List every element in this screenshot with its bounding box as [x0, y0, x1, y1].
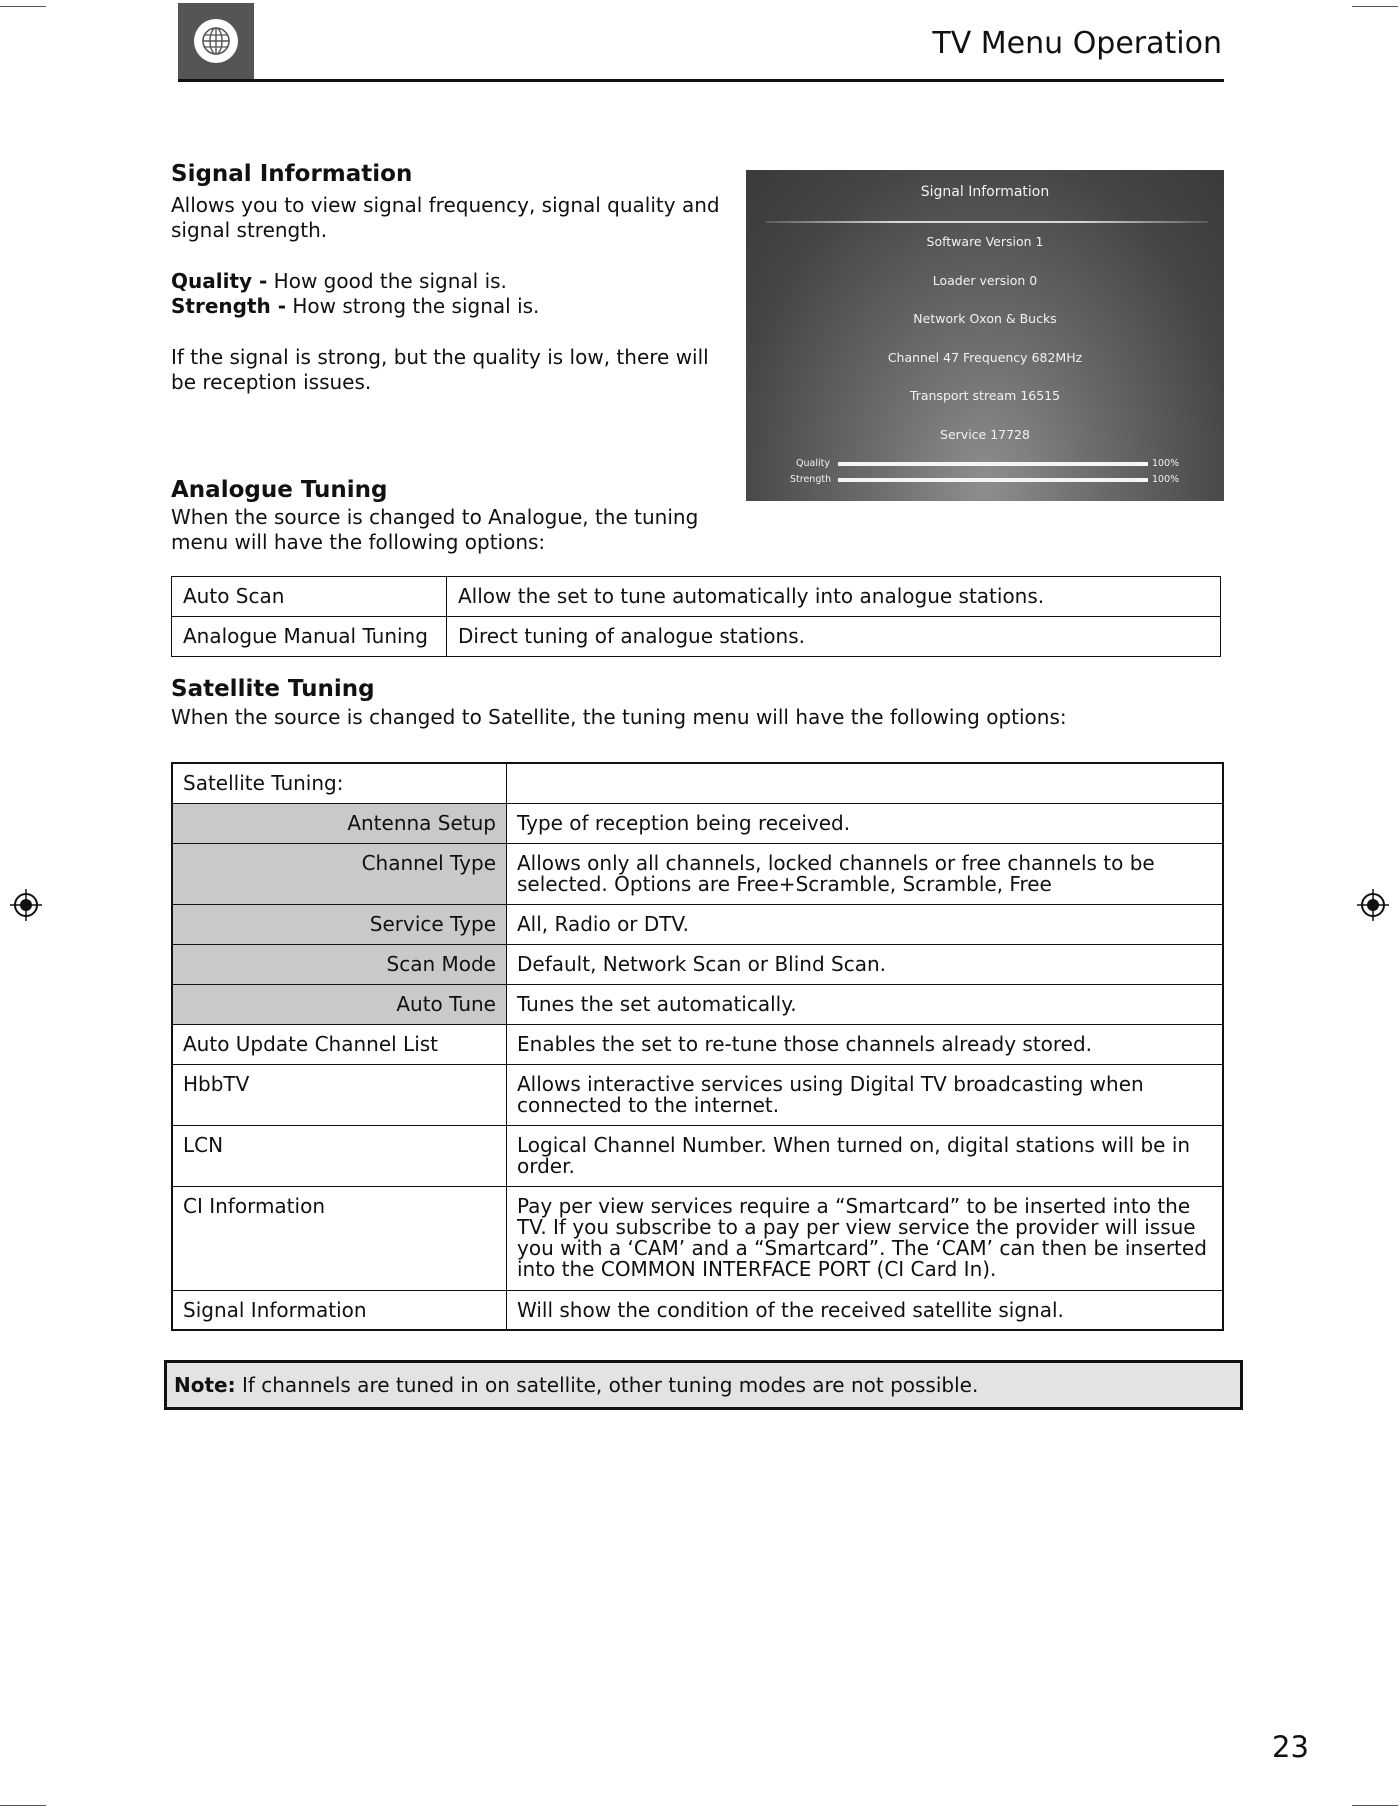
analogue-tuning-heading: Analogue Tuning	[171, 477, 388, 503]
strength-bar	[838, 478, 1148, 482]
option-description: Enables the set to re-tune those channels already stored.	[507, 1024, 1224, 1064]
screen-line: Software Version 1	[926, 234, 1044, 249]
strength-bar-label: Strength	[790, 474, 832, 485]
option-description	[507, 763, 1224, 803]
option-name: Channel Type	[172, 843, 507, 904]
crop-mark	[0, 6, 46, 7]
option-description: Allows interactive services using Digital TV broadcasting when connected to the internet.	[507, 1064, 1224, 1125]
option-description: Allow the set to tune automatically into analogue stations.	[447, 577, 1221, 617]
signal-info-screen	[746, 170, 1224, 501]
quality-bar-label: Quality	[796, 458, 830, 469]
note-label: Note:	[174, 1373, 236, 1397]
table-row	[172, 763, 1223, 803]
crop-mark	[1352, 1805, 1398, 1806]
option-description: Allows only all channels, locked channels or free channels to be selected. Options are Free+Scramble, Scramble, Free	[507, 843, 1224, 904]
strength-bar-value: 100%	[1152, 474, 1180, 485]
satellite-tuning-intro: When the source is changed to Satellite, the tuning menu will have the following options:	[171, 705, 1067, 729]
option-description: Direct tuning of analogue stations.	[447, 617, 1221, 657]
screen-line: Network Oxon & Bucks	[913, 311, 1057, 326]
header-rule	[178, 79, 1224, 82]
signal-info-note: If the signal is strong, but the quality is low, there will be reception issues.	[171, 345, 709, 394]
quality-line	[171, 269, 731, 294]
option-description: Type of reception being received.	[507, 803, 1224, 843]
option-description: Pay per view services require a “Smartcard” to be inserted into the TV. If you subscribe to a pay per view service the provider will issue you with a ‘CAM’ and a “Smartcard”. The ‘CAM’ can then be inserted into the COMMON INTERFACE PORT (CI Card In).	[507, 1186, 1224, 1290]
strength-term: Strength -	[171, 294, 287, 318]
option-name: Auto Scan	[172, 577, 447, 617]
option-name: Scan Mode	[172, 944, 507, 984]
table-row	[172, 1064, 1223, 1125]
page-number: 23	[1272, 1730, 1309, 1764]
crop-mark	[1352, 6, 1398, 7]
option-name: Antenna Setup	[172, 803, 507, 843]
strength-line	[171, 294, 731, 319]
screen-divider	[766, 221, 1208, 223]
crop-mark	[0, 1805, 46, 1806]
option-name: Service Type	[172, 904, 507, 944]
option-description: Tunes the set automatically.	[507, 984, 1224, 1024]
screen-line: Channel 47 Frequency 682MHz	[887, 350, 1083, 365]
option-name: LCN	[172, 1125, 507, 1186]
table-row	[172, 1186, 1223, 1290]
quality-bar-fill	[838, 462, 1148, 466]
table-row	[172, 803, 1223, 843]
option-name: Auto Update Channel List	[172, 1024, 507, 1064]
screen-line: Transport stream 16515	[909, 388, 1061, 403]
strength-desc: How strong the signal is.	[286, 294, 540, 318]
globe-icon	[192, 17, 240, 65]
table-row	[172, 843, 1223, 904]
option-name: CI Information	[172, 1186, 507, 1290]
analogue-tuning-intro: When the source is changed to Analogue, the tuning menu will have the following options:	[171, 505, 699, 554]
option-name: Auto Tune	[172, 984, 507, 1024]
option-description: Will show the condition of the received satellite signal.	[507, 1290, 1224, 1330]
screen-line: Service 17728	[940, 427, 1030, 442]
registration-mark-icon	[9, 888, 43, 922]
table-row	[172, 984, 1223, 1024]
table-row	[172, 617, 1221, 657]
screen-line: Loader version 0	[932, 273, 1038, 288]
option-description: Logical Channel Number. When turned on, digital stations will be in order.	[507, 1125, 1224, 1186]
option-name: Signal Information	[172, 1290, 507, 1330]
table-row	[172, 1290, 1223, 1330]
quality-desc: How good the signal is.	[267, 269, 507, 293]
quality-bar	[838, 462, 1148, 466]
header-icon-box	[178, 3, 254, 79]
table-row	[172, 1125, 1223, 1186]
table-row	[172, 904, 1223, 944]
analogue-options-table	[171, 576, 1221, 657]
screen-title: Signal Information	[920, 184, 1050, 200]
registration-mark-icon	[1356, 888, 1390, 922]
option-name: Satellite Tuning:	[172, 763, 507, 803]
note-text	[174, 1373, 978, 1397]
satellite-options-table	[171, 762, 1224, 1331]
note-body: If channels are tuned in on satellite, other tuning modes are not possible.	[235, 1373, 979, 1397]
satellite-tuning-heading: Satellite Tuning	[171, 676, 375, 702]
option-description: All, Radio or DTV.	[507, 904, 1224, 944]
option-name: Analogue Manual Tuning	[172, 617, 447, 657]
option-name: HbbTV	[172, 1064, 507, 1125]
option-description: Default, Network Scan or Blind Scan.	[507, 944, 1224, 984]
signal-info-heading: Signal Information	[171, 161, 413, 187]
table-row	[172, 944, 1223, 984]
quality-term: Quality -	[171, 269, 268, 293]
table-row	[172, 1024, 1223, 1064]
page-title: TV Menu Operation	[932, 26, 1222, 61]
note-box	[164, 1360, 1243, 1410]
table-row	[172, 577, 1221, 617]
quality-bar-value: 100%	[1152, 458, 1180, 469]
strength-bar-fill	[838, 478, 1148, 482]
signal-info-intro: Allows you to view signal frequency, signal quality and signal strength.	[171, 193, 720, 242]
